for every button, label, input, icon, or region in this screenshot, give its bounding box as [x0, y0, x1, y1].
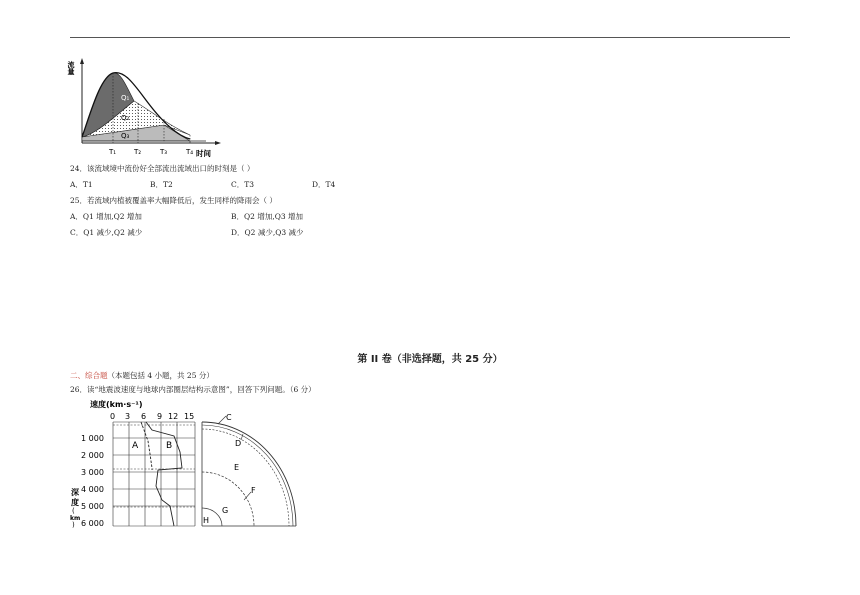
q25-option-b[interactable]: B．Q2 增加,Q3 增加 [231, 212, 304, 221]
speed-tick-9: 9 [157, 412, 163, 421]
q24-option-d[interactable]: D．T4 [312, 180, 336, 189]
curve-b [146, 422, 182, 526]
curve-a [141, 422, 152, 470]
seismic-figure [68, 396, 308, 536]
depth-tick-5000: 5 000 [81, 502, 104, 511]
y-axis-label: 流量 [67, 61, 75, 75]
depth-label-char-4: km [70, 515, 81, 522]
tick-t3: T₃ [160, 148, 168, 156]
part2-prefix: 二、综合题 [70, 371, 108, 380]
q25-option-a[interactable]: A．Q1 增加,Q2 增加 [70, 212, 142, 221]
part2-suffix: （本题包括 4 小题，共 25 分） [107, 371, 214, 380]
moho-arc [202, 429, 289, 526]
q24-option-a[interactable]: A．T1 [70, 180, 93, 189]
curve-label-a: A [132, 441, 139, 451]
depth-label-char-5: ) [72, 521, 75, 529]
region-label-q3: Q₃ [121, 132, 130, 140]
speed-tick-15: 15 [184, 412, 195, 421]
speed-label: 速度(km·s⁻¹) [90, 400, 143, 409]
q25-option-c[interactable]: C．Q1 减少,Q2 减少 [70, 228, 143, 237]
depth-tick-3000: 3 000 [81, 468, 104, 477]
region-label-q1: Q₁ [121, 94, 130, 102]
layer-label-d: D [235, 439, 242, 448]
speed-tick-12: 12 [168, 412, 179, 421]
layer-label-h: H [203, 516, 210, 525]
region-label-q2: Q₂ [121, 114, 130, 122]
depth-label-char-1: 深 [71, 488, 79, 497]
tick-t4: T₄ [186, 148, 194, 156]
speed-tick-3: 3 [125, 412, 131, 421]
part2-heading [70, 370, 214, 381]
depth-label-char-2: 度 [71, 498, 79, 507]
speed-tick-6: 6 [141, 412, 147, 421]
depth-tick-4000: 4 000 [81, 485, 104, 494]
x-axis-label: 时间 [196, 149, 211, 158]
q24-stem: 24．该流域境中流份好全部流出流域出口的时刻是（ ） [70, 164, 255, 173]
depth-tick-1000: 1 000 [81, 434, 104, 443]
q24-option-c[interactable]: C．T3 [231, 180, 255, 189]
header-rule [70, 37, 790, 38]
gutenberg-arc [202, 472, 254, 526]
speed-tick-0: 0 [110, 412, 116, 421]
q25-option-d[interactable]: D．Q2 减少,Q3 减少 [231, 228, 304, 237]
tick-t1: T₁ [109, 148, 117, 156]
layer-label-f: F [251, 486, 256, 495]
hydrograph-figure [68, 55, 228, 163]
q26-stem: 26．读“地震波速度与地球内部圈层结构示意图”，回答下列问题。（6 分） [70, 385, 316, 394]
layer-label-e: E [234, 463, 240, 472]
depth-tick-6000: 6 000 [81, 519, 104, 528]
q24-option-b[interactable]: B．T2 [150, 180, 173, 189]
inner-surface-arc [202, 425, 293, 526]
layer-label-c: C [226, 413, 232, 422]
curve-label-b: B [166, 441, 173, 451]
section-title: 第 II 卷（非选择题，共 25 分） [357, 354, 503, 365]
tick-t2: T₂ [134, 148, 142, 156]
q25-stem: 25．若流域内植被覆盖率大幅降低后，发生同样的降雨会（ ） [70, 196, 277, 205]
layer-label-g: G [222, 506, 229, 515]
depth-label-char-3: ( [72, 507, 75, 515]
depth-tick-2000: 2 000 [81, 451, 104, 460]
